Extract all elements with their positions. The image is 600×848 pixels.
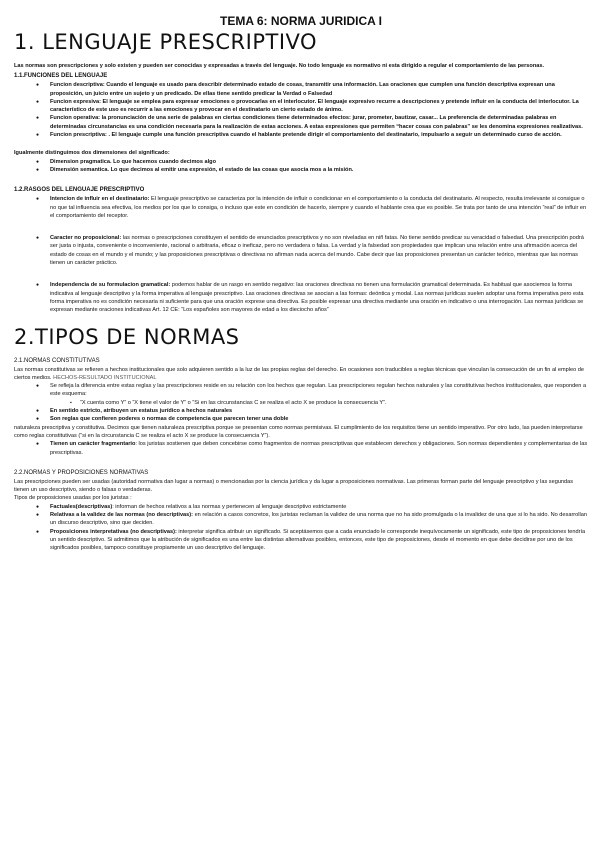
list-item: ● Funcion prescriptiva: . El lenguaje cumple una función prescriptiva cuando el hablante pretende dirigir el comportamiento del destinatario, impulsarlo a seguir un determinado curso de acción. — [14, 131, 588, 139]
list-item: ● Intencion de influir en el destinatario: El lenguaje prescriptivo se caracteriza por la intención de influir o condicionar en el comportamiento o la conducta del destinatario. Al respecto, resulta irrelevante si consigue o no que tal influencia sea efectiva, los medios por los que lo consiga, o incluso que este en condición de hacerlo, siempre y cuando el hablante crea que es posible. Se trata por tanto de una intención “real” de influir en el comportamiento del receptor. — [14, 195, 588, 220]
funciones-heading: 1.1.FUNCIONES DEL LENGUAJE — [14, 73, 108, 80]
list-item: ● Independencia de su formulacion gramatical: podemos hablar de un rasgo en sentido negativo: las oraciones directivas no tienen una formulación gramatical determinada. Es habitual que asociemos la forma indicativa al lenguaje descriptivo y la forma imperativa al lenguaje prescriptivo. Las oraciones directivas se asocian a las formas: deóntica y modal. Las normas jurídicas suelen adoptar una forma imperativa pero esta forma imperativa no es condición necesaria ni suficiente para que una oración exprese una directiva. Es posible expresar una directiva mediante una oración en indicativo o una interrogación. Las normas jurídicas se expresan mediante oraciones indicativas Art. 12 CE: “Los españoles son mayores de edad a los dieciocho años” — [14, 281, 588, 314]
proposiciones-paragraph: Las prescripciones pueden ser usadas (autoridad normativa dan lugar a normas) o mencionadas por la ciencia jurídica y da lugar a proposiciones normativas. Las primeras forman parte del lenguaje prescriptivo y las segundas tienen un uso descriptivo, siendo o falsas o verdaderas. — [14, 478, 574, 494]
list-item: ● Proposiciones interpretativas (no descriptivas): interpretar significa atribuir un significado. Si aceptásemos que a cada enunciado le corresponde inequívocamente un significado, este tipo de proposiciones tendría un sentido descriptivo. Si admitimos que la atribución de significados es una entre las distintas alternativas posibles, entonces, este tipo de proposiciones, desde el momento en que debe decidirse por uno de los significados posibles, tampoco constituye propiamente un uso descriptivo del lenguaje. — [14, 528, 588, 553]
funciones-list — [14, 81, 588, 139]
tipos-intro: Tipos de proposiciones usadas por los juristas : — [14, 495, 132, 502]
rasgos-heading: 1.2.RASGOS DEL LENGUAJE PRESCRIPTIVO — [14, 187, 145, 194]
list-item: ● Tienen un carácter fragmentario: los juristas sostienen que deben concebirse como fragmentos de normas prescriptivas que establecen derechos y obligaciones. Son normas dependientes y complementarias de las prescriptivas. — [14, 440, 588, 457]
constitutivas-list-2 — [14, 407, 588, 424]
list-item: ● En sentido estricto, atribuyen un estatus jurídico a hechos naturales — [14, 407, 588, 415]
list-item: ● Dimension pragmatica. Lo que hacemos cuando decimos algo — [14, 158, 588, 166]
document-page — [14, 10, 588, 552]
list-item: ● Son reglas que confieren poderes o normas de competencia que parecen tener una doble — [14, 415, 588, 423]
list-item: ● Funcion expresiva: El lenguaje se emplea para expresar emociones o provocarlas en el interlocutor. El lenguaje expresivo recurre a descripciones y pretende influir en la conducta del interlocutor. La característico de este uso es recurrir a las emociones y provocar en el destinatario un cierto estado de ánimo. — [14, 98, 588, 115]
proposiciones-heading: 2.2.NORMAS Y PROPOSICIONES NORMATIVAS — [14, 469, 149, 476]
constitutivas-list-1 — [14, 382, 588, 399]
normas-constitutivas-heading: 2.1.NORMAS CONSTITUTIVAS — [14, 357, 100, 364]
list-item: ● Relativas a la validez de las normas (no descriptivas): en relación a casos concretos, los juristas reclaman la validez de una norma que no ha sido promulgada o la invalidez de una que si lo ha sido. No desarrollan un discurso descriptivo, sino que deciden. — [14, 511, 588, 528]
normas-constitutivas-paragraph: Las normas constitutivas se refieren a hechos institucionales que solo adquieren sentido a la luz de las propias reglas del derecho. En ocasiones son traducibles a reglas técnicas que vinculan la consecución de un fin al empleo de ciertos medios. HECHOS-RESULTADO INSTITUCIONAL — [14, 366, 584, 381]
esquema-list — [14, 399, 588, 407]
list-item: ● Caracter no proposicional: las normas o prescripciones constituyen el sentido de enunciados prescriptivos y no son niveladas en niñ fatas. No tiene sentido predicar su veracidad o falsedad. Una prescripción podrá ser justa o injusta, conveniente o inconveniente, racional o arbitraria, eficaz o ineficaz, pero no verdadera o falsa. La verdad y la falsedad son propiedades que implican una relación entre una afirmación acerca del estado de cosas en el mundo y el mundo; y las proposiciones prescriptivas o directivas no afirman nada acerca del mundo. Cabe decir que las proposiciones presentan un carácter teórico, mientras que las normas tienen un carácter práctico. — [14, 234, 588, 267]
list-item: ● Funcion descriptiva: Cuando el lenguaje es usado para describir determinado estado de cosas, transmitir una información. Las oraciones que cumplen una función descriptiva expresan una proposición, un juicio entre un sujeto y un predicado. De ellas tiene sentido predicar la Verdad o Falsedad — [14, 81, 588, 98]
constitutivas-list-3 — [14, 440, 588, 457]
section-2-heading: 2.TIPOS DE NORMAS — [14, 324, 240, 349]
list-item: ▪ “X cuenta como Y” o “X tiene el valor de Y” o “Si en las circunstancias C se realiza el acto X se produce la consecuencia Y”. — [14, 399, 588, 407]
naturaleza-paragraph: naturaleza prescriptiva y constitutiva. Decimos que tienen naturaleza prescriptiva porque se presentan como normas permisivas. El cumplimiento de los requisitos tiene un sentido imperativo. Por otro lado, las pueden interpretarse como reglas constitutivas (“si en la circunstancia C se realiza el acto X se produce la consecuencia Y”). — [14, 424, 583, 439]
section-1-intro: Las normas son prescripciones y solo existen y pueden ser conocidas y expresadas a través del lenguaje. No todo lenguaje es normativo ni esta dirigido a regular el comportamiento de las personas. — [14, 63, 545, 69]
list-item: ● Funcion operativa: la pronunciación de una serie de palabras en ciertas condiciones tiene determinados efectos: jurar, prometer, bautizar, casar... La preferencia de determinadas palabras en determinadas circunstancias es una condición necesaria para la realización de estas acciones. A estas expresiones que permiten “hacer cosas con palabras” se les denomina expresiones realizativas. — [14, 114, 588, 131]
dimensiones-list — [14, 158, 588, 175]
list-item: ● Dimensión semantica. Lo que decimos al emitir una expresión, el estado de las cosas que asocia mos a la misión. — [14, 166, 588, 174]
tipos-list — [14, 503, 588, 553]
section-1-heading: 1. LENGUAJE PRESCRIPTIVO — [14, 30, 318, 54]
dimensiones-intro: Igualmente distinguimos dos dimensiones del significado: — [14, 150, 170, 157]
document-title: TEMA 6: NORMA JURIDICA I — [220, 14, 382, 28]
rasgos-list — [14, 195, 588, 314]
list-item: ● Se refleja la diferencia entre estas reglas y las prescripciones reside en su relación con los hechos que regulan. Las prescripciones regulan hechos naturales y las constitutivas hechos institucionales, que responden a este esquema: — [14, 382, 588, 399]
list-item: ● Factuales(descriptivas): informan de hechos relativos a las normas y pertenecen al lenguaje descriptivo estrictamente — [14, 503, 588, 511]
